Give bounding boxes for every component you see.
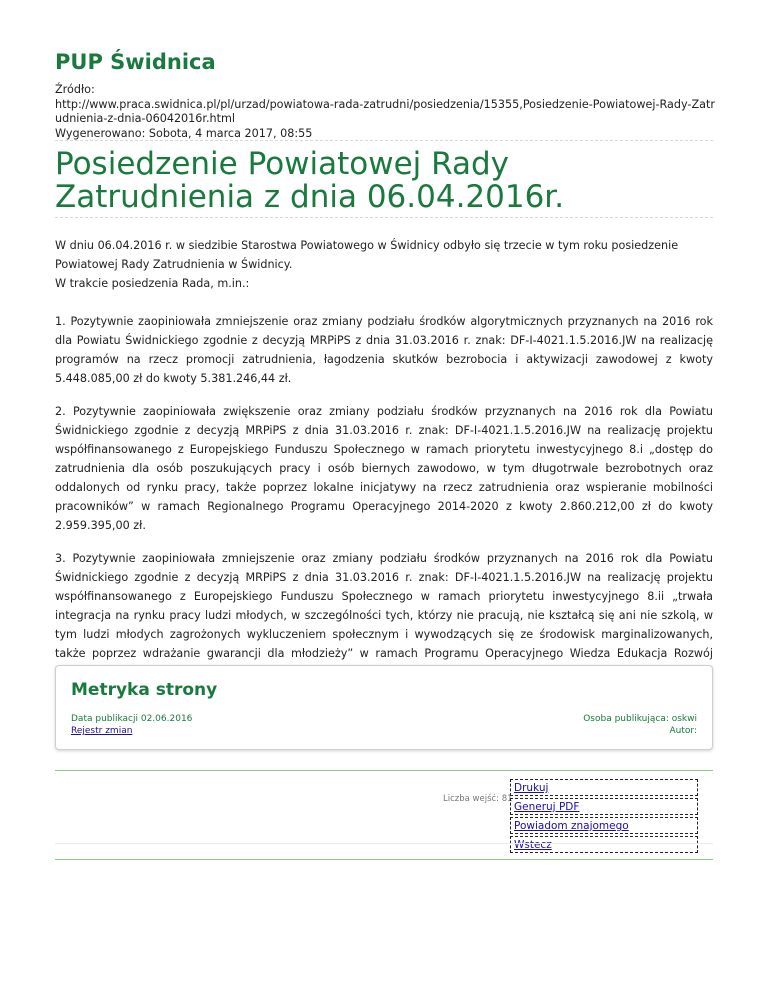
print-link[interactable]: Drukuj: [510, 779, 698, 796]
page-title: Posiedzenie Powiatowej Rady Zatrudnienia z dnia 06.04.2016r.: [55, 146, 565, 215]
publication-date: Data publikacji 02.06.2016: [71, 714, 193, 724]
changes-log-link[interactable]: Rejestr zmian: [71, 726, 133, 736]
divider: [55, 217, 713, 218]
divider: [55, 859, 713, 860]
metryka-left: [71, 713, 192, 737]
author: Autor:: [669, 726, 697, 736]
intro-paragraph-2: W trakcie posiedzenia Rada, m.in.:: [55, 277, 250, 290]
list-item: 2. Pozytywnie zaopiniowała zwiększenie oraz zmiany podziału środków przyznanych na 2016 rok dla Powiatu Świdnickiego zgodnie z decyzją MRPiPS z dnia 31.03.2016 r. znak: DF-I-4021.1.5.2016.JW na realizację projektu współfinansowanego z Europejskiego Funduszu Społecznego w ramach priorytetu inwestycyjnego 8.i „dostęp do zatrudnienia dla osób poszukujących pracy i osób biernych zawodowo, w tym długotrwale bezrobotnych oraz oddalonych od rynku pracy, także poprzez lokalne inicjatywy na rzecz zatrudnienia oraz wspieranie mobilności pracowników” w ramach Regionalnego Programu Operacyjnego 2014-2020 z kwoty 2.860.212,00 zł do kwoty 2.959.395,00 zł.: [55, 405, 713, 532]
list-item: 3. Pozytywnie zaopiniowała zmniejszenie oraz zmiany podziału środków przyznanych na 2016 rok dla Powiatu Świdnickiego zgodnie z decyzją MRPiPS z dnia 31.03.2016 r. znak: DF-I-4021.1.5.2016.JW na realizację projektu współfinansowanego z Europejskiego Funduszu Społecznego w ramach priorytetu inwestycyjnego 8.ii „trwała integracja na rynku pracy ludzi młodych, w szczególności tych, którzy nie pracują, nie kształcą się ani nie szkolą, w tym ludzi młodych zagrożonych wykluczeniem społecznym i wywodzących się ze środowisk marginalizowanych, także poprzez wdrażanie gwarancji dla młodzieży” w ramach Programu Operacyjnego Wiedza Edukacja Rozwój: [55, 552, 713, 660]
source-url: http://www.praca.swidnica.pl/pl/urzad/powiatowa-rada-zatrudni/posiedzenia/15355,Posiedzenie-Powiatowej-Rady-Zatrudnienia-z-dnia-06042016r.html: [55, 97, 715, 125]
visit-count: Liczba wejść: 81: [443, 794, 513, 804]
divider: [55, 843, 713, 844]
source-meta: [55, 83, 720, 141]
source-label: Źródło:: [55, 83, 95, 96]
metryka-title: Metryka strony: [71, 680, 218, 700]
generate-pdf-link[interactable]: Generuj PDF: [510, 798, 698, 815]
notify-friend-link[interactable]: Powiadom znajomego: [510, 817, 698, 834]
spacer: [55, 388, 713, 402]
spacer: [55, 293, 713, 312]
metryka-panel: [55, 665, 713, 750]
publisher: Osoba publikująca: oskwi: [583, 714, 697, 724]
generated-date: Wygenerowano: Sobota, 4 marca 2017, 08:55: [55, 126, 313, 140]
site-title: PUP Świdnica: [55, 50, 216, 74]
metryka-right: [583, 713, 697, 737]
intro-paragraph: W dniu 06.04.2016 r. w siedzibie Starostwa Powiatowego w Świdnicy odbyło się trzecie w tym roku posiedzenie Powiatowej Rady Zatrudnienia w Świdnicy.: [55, 239, 679, 271]
divider: [55, 140, 713, 141]
article-body: [55, 236, 713, 682]
divider: [55, 770, 713, 771]
back-link[interactable]: Wstecz: [510, 836, 698, 853]
spacer: [55, 535, 713, 549]
list-item: 1. Pozytywnie zaopiniowała zmniejszenie oraz zmiany podziału środków algorytmicznych przyznanych na 2016 rok dla Powiatu Świdnickiego zgodnie z decyzją MRPiPS z dnia 31.03.2016 r. znak: DF-I-4021.1.5.2016.JW na realizację programów na rzecz promocji zatrudnienia, łagodzenia skutków bezrobocia i aktywizacji zawodowej z kwoty 5.448.085,00 zł do kwoty 5.381.246,44 zł.: [55, 315, 713, 385]
